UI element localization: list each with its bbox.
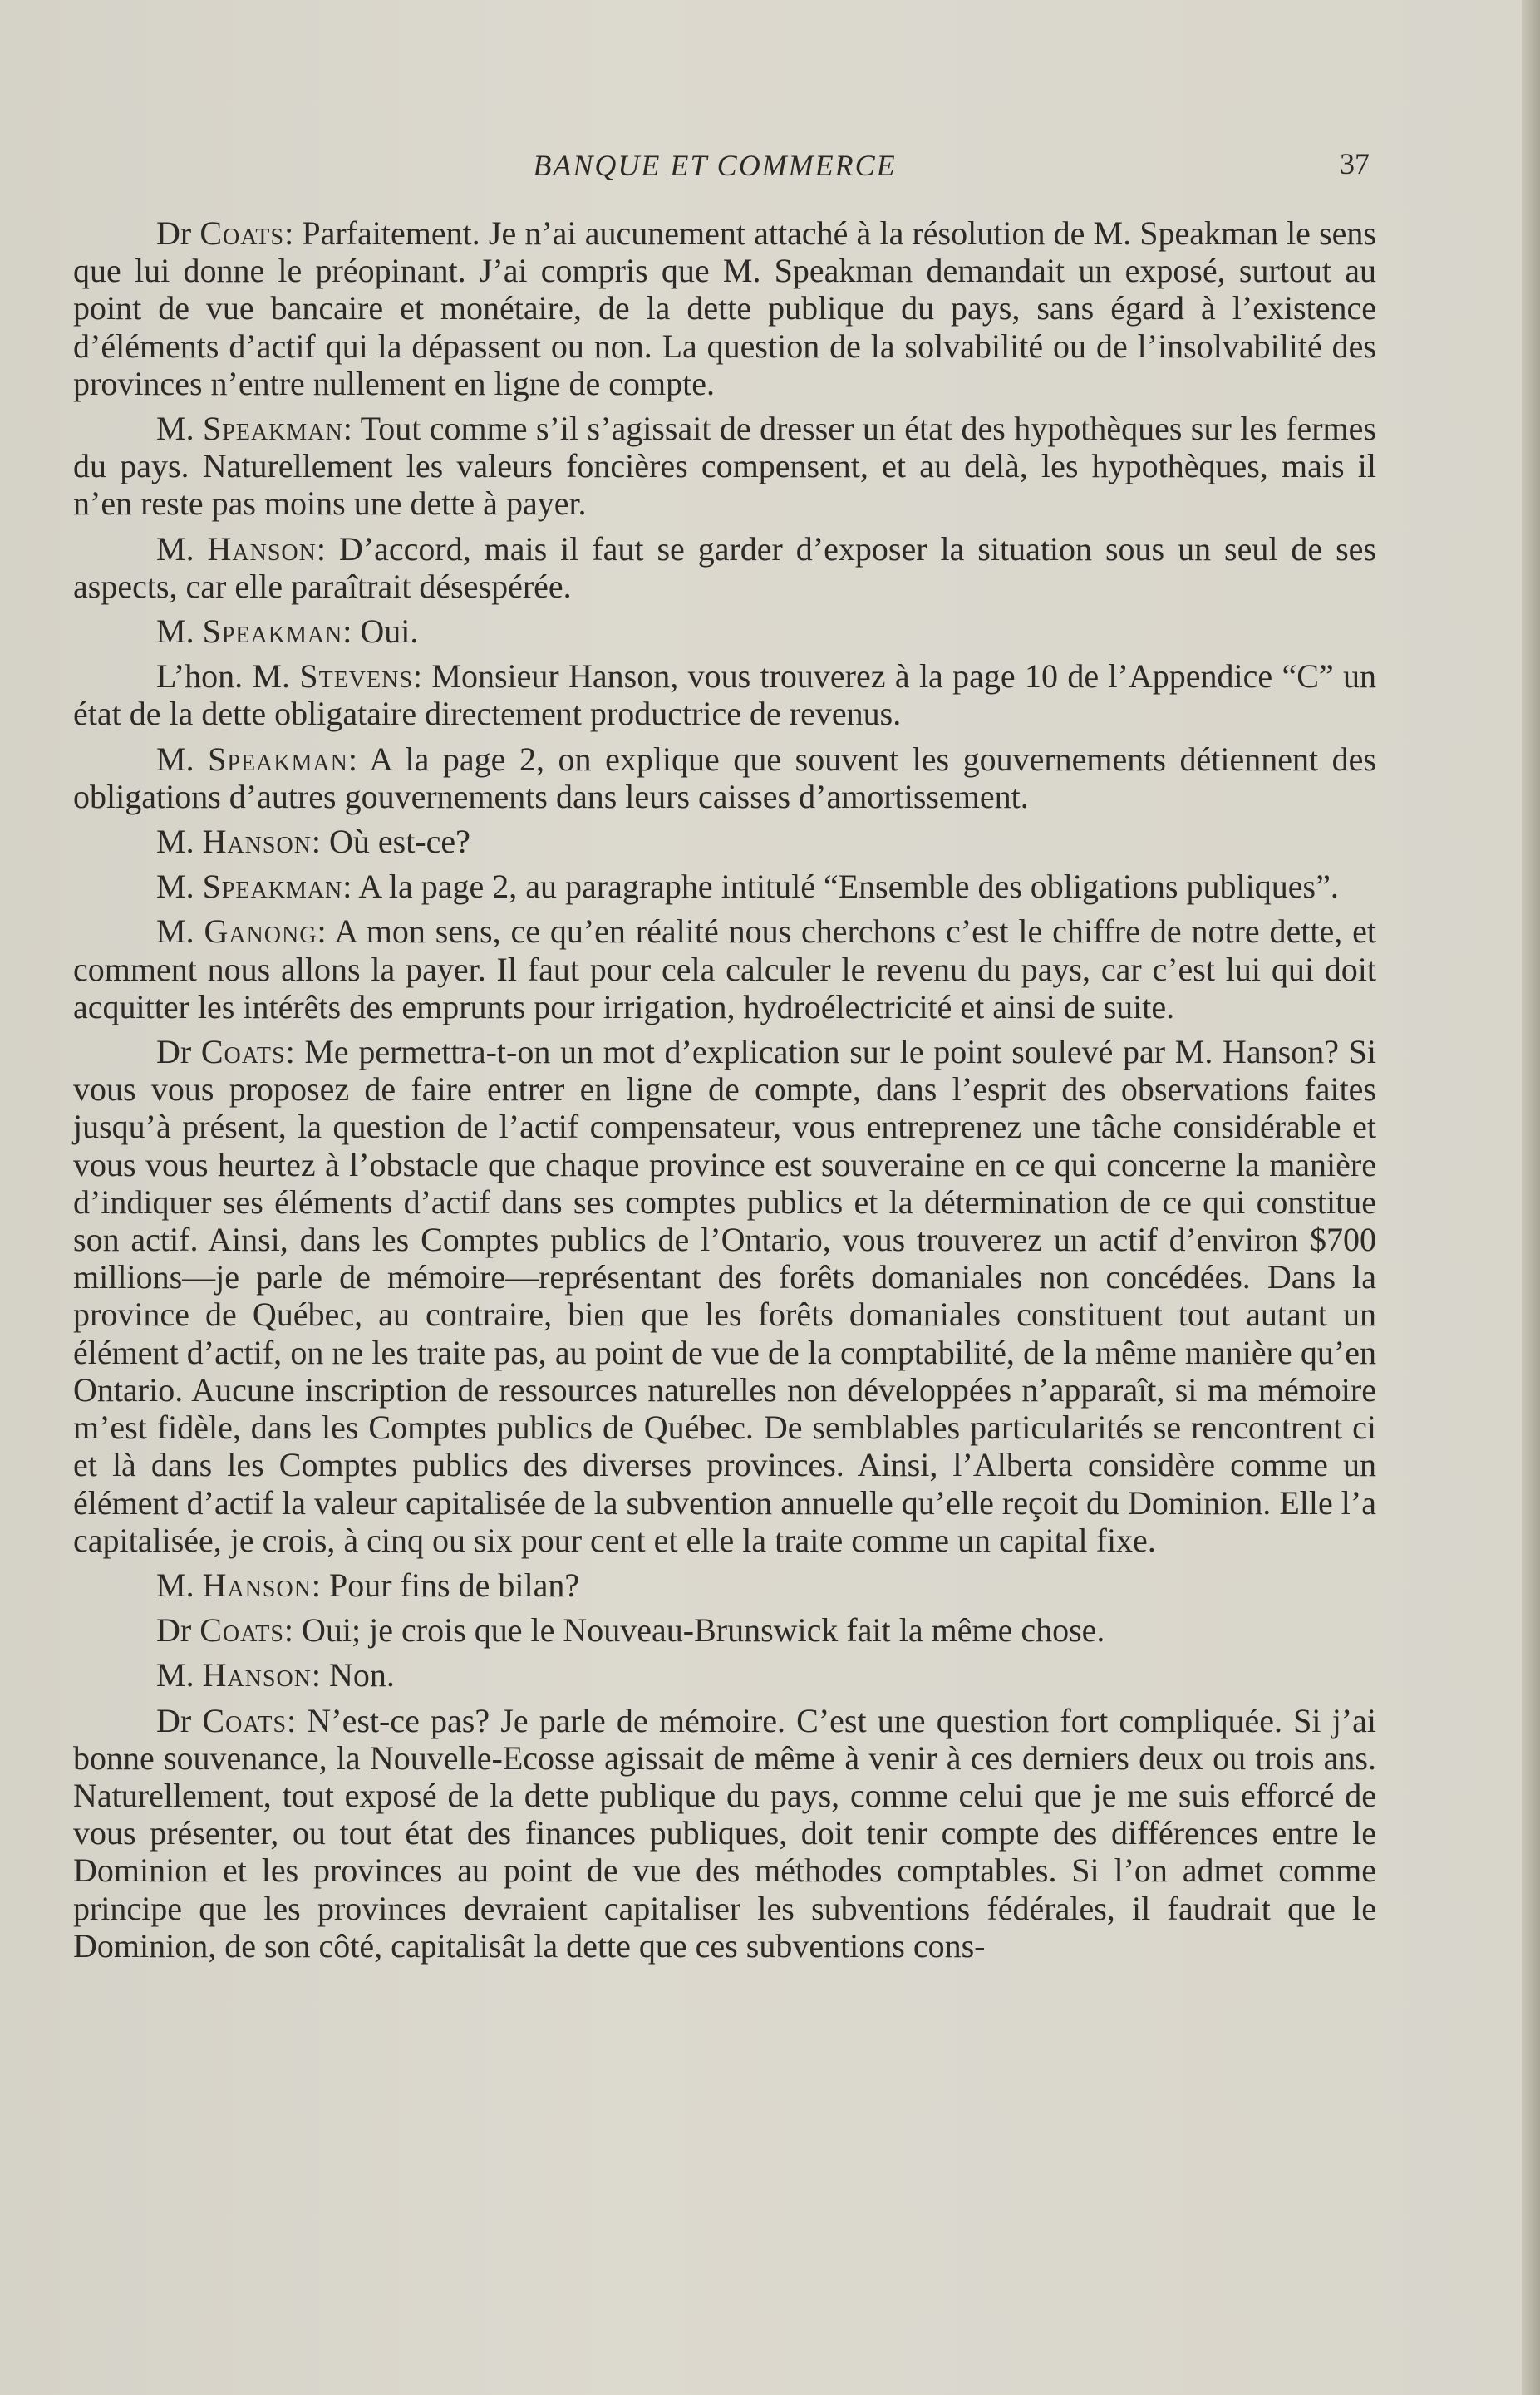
speaker-name: Coats [200,1033,286,1071]
speaker-name: Speakman [202,868,343,906]
paragraph-text: : Me permettra-t-on un mot d’explication sur le point soulevé par M. Hanson? Si vous vous proposez de faire entrer en ligne de compte, dans l’esprit des observations faites jusqu’à présent, la question de l’actif compensateur, vous entreprenez une tâche considérable et vous vous heurtez à l’obstacle que chaque province est souveraine en ce qui concerne la manière d’indiquer ses éléments d’actif dans ses comptes publics et la détermination de ce qui constitue son actif. Ainsi, dans les Comptes publics de l’Ontario, vous trouverez un actif d’environ $700 millions—je parle de mémoire—représentant des forêts domaniales non concédées. Dans la province de Québec, au contraire, bien que les forêts domaniales constituent tout autant un élément d’actif, on ne les traite pas, au point de vue de la comptabilité, de la même manière qu’en Ontario. Aucune inscription de ressources naturelles non développées n’apparaît, si ma mémoire m’est fidèle, dans les Comptes publics de Québec. De semblables particularités se rencontrent ci et là dans les Comptes publics des diverses provinces. Ainsi, l’Alberta considère comme un élément d’actif la valeur capitalisée de la subvention annuelle qu’elle reçoit du Dominion. Elle l’a capitalisée, je crois, à cinq ou six pour cent et elle la traite comme un capital fixe. [73,1033,1376,1559]
paragraph [73,912,1376,1025]
speaker-title: Dr [156,1033,201,1071]
speaker-name: Coats [199,214,285,252]
paragraph [73,612,1376,650]
speaker-name: Speakman [208,740,348,778]
paragraph-text: : Oui. [342,612,419,651]
speaker-name: Speakman [203,410,343,448]
paragraph-text: : A la page 2, au paragraphe intitulé “Ensemble des obligations publiques”. [342,868,1339,906]
paragraph-text: : A mon sens, ce qu’en réalité nous cherchons c’est le chiffre de notre dette, et comment nous allons la payer. Il faut pour cela calculer le revenu du pays, car c’est lui qui doit acquitter les intérêts des emprunts pour irrigation, hydroélectricité et ainsi de suite. [73,912,1376,1025]
paragraph [73,1656,1376,1694]
paragraph [73,530,1376,605]
page-number: 37 [1340,147,1370,180]
speaker-name: Coats [199,1611,284,1650]
speaker-title: M. [156,1656,203,1694]
speaker-title: M. [156,868,203,906]
paragraph [73,868,1376,905]
paragraph [73,740,1376,815]
speaker-name: Hanson [202,1566,312,1604]
paragraph [73,1566,1376,1604]
speaker-title: Dr [156,1701,203,1739]
speaker-name: Ganong [204,912,317,951]
transcript-body [73,214,1376,1972]
speaker-title: M. [156,740,209,778]
speaker-title: Dr [156,1611,200,1650]
paragraph-text: : Non. [311,1656,395,1694]
paragraph [73,1611,1376,1649]
speaker-name: Coats [202,1701,288,1739]
page-edge-shadow [1522,0,1540,2395]
speaker-name: Hanson [202,823,312,861]
speaker-title: M. [156,912,204,951]
paragraph [73,1702,1376,1965]
speaker-title: L’hon. M. [156,657,300,696]
speaker-title: M. [156,529,208,568]
paragraph-text: : Où est-ce? [311,823,470,861]
speaker-title: M. [156,410,204,448]
paragraph [73,657,1376,732]
speaker-name: Hanson [202,1656,312,1694]
paragraph-text: : Tout comme s’il s’agissait de dresser un état des hypothèques sur les fermes du pays. Naturellement les valeurs foncières compensent, et au delà, les hypothèques, mais il n’en reste pas moins une dette à payer. [73,410,1376,523]
paragraph-text: : Oui; je crois que le Nouveau-Brunswick fait la même chose. [283,1611,1105,1650]
speaker-name: Hanson [207,529,317,568]
speaker-title: M. [156,823,203,861]
paragraph [73,823,1376,860]
speaker-title: M. [156,612,203,651]
speaker-title: M. [156,1566,203,1604]
paragraph-text: : Monsieur Hanson, vous trouverez à la page 10 de l’Appendice “C” un état de la dette obligataire directement productrice de revenus. [73,657,1376,733]
running-header-title: BANQUE ET COMMERCE [533,149,897,182]
paragraph-text: : N’est-ce pas? Je parle de mémoire. C’est une question fort compliquée. Si j’ai bonne souvenance, la Nouvelle-Ecosse agissait de même à venir à ces derniers deux ou trois ans. Naturellement, tout exposé de la dette publique du pays, comme celui que je me suis efforcé de vous présenter, ou tout état des finances publiques, doit tenir compte des différences entre le Dominion et les provinces au point de vue des méthodes comptables. Si l’on admet comme principe que les provinces devraient capitaliser les subventions fédérales, il faudrait que le Dominion, de son côté, capitalisât la dette que ces subventions cons- [73,1701,1376,1965]
speaker-name: Stevens [299,657,413,696]
speaker-name: Speakman [202,612,343,651]
paragraph-text: : D’accord, mais il faut se garder d’exposer la situation sous un seul de ses aspects, car elle paraîtrait désespérée. [73,529,1376,605]
paragraph [73,410,1376,523]
speaker-title: Dr [156,214,200,252]
paragraph [73,1033,1376,1559]
paragraph-text: : Pour fins de bilan? [311,1566,580,1604]
paragraph-text: : Parfaitement. Je n’ai aucunement attaché à la résolution de M. Speakman le sens que lui donne le préopinant. J’ai compris que M. Speakman demandait un exposé, surtout au point de vue bancaire et monétaire, de la dette publique du pays, sans égard à l’existence d’éléments d’actif qui la dépassent ou non. La question de la solvabilité ou de l’insolvabilité des provinces n’entre nullement en ligne de compte. [73,214,1376,402]
paragraph [73,214,1376,402]
paragraph-text: : A la page 2, on explique que souvent les gouvernements détiennent des obligations d’autres gouvernements dans leurs caisses d’amortissement. [73,740,1376,815]
